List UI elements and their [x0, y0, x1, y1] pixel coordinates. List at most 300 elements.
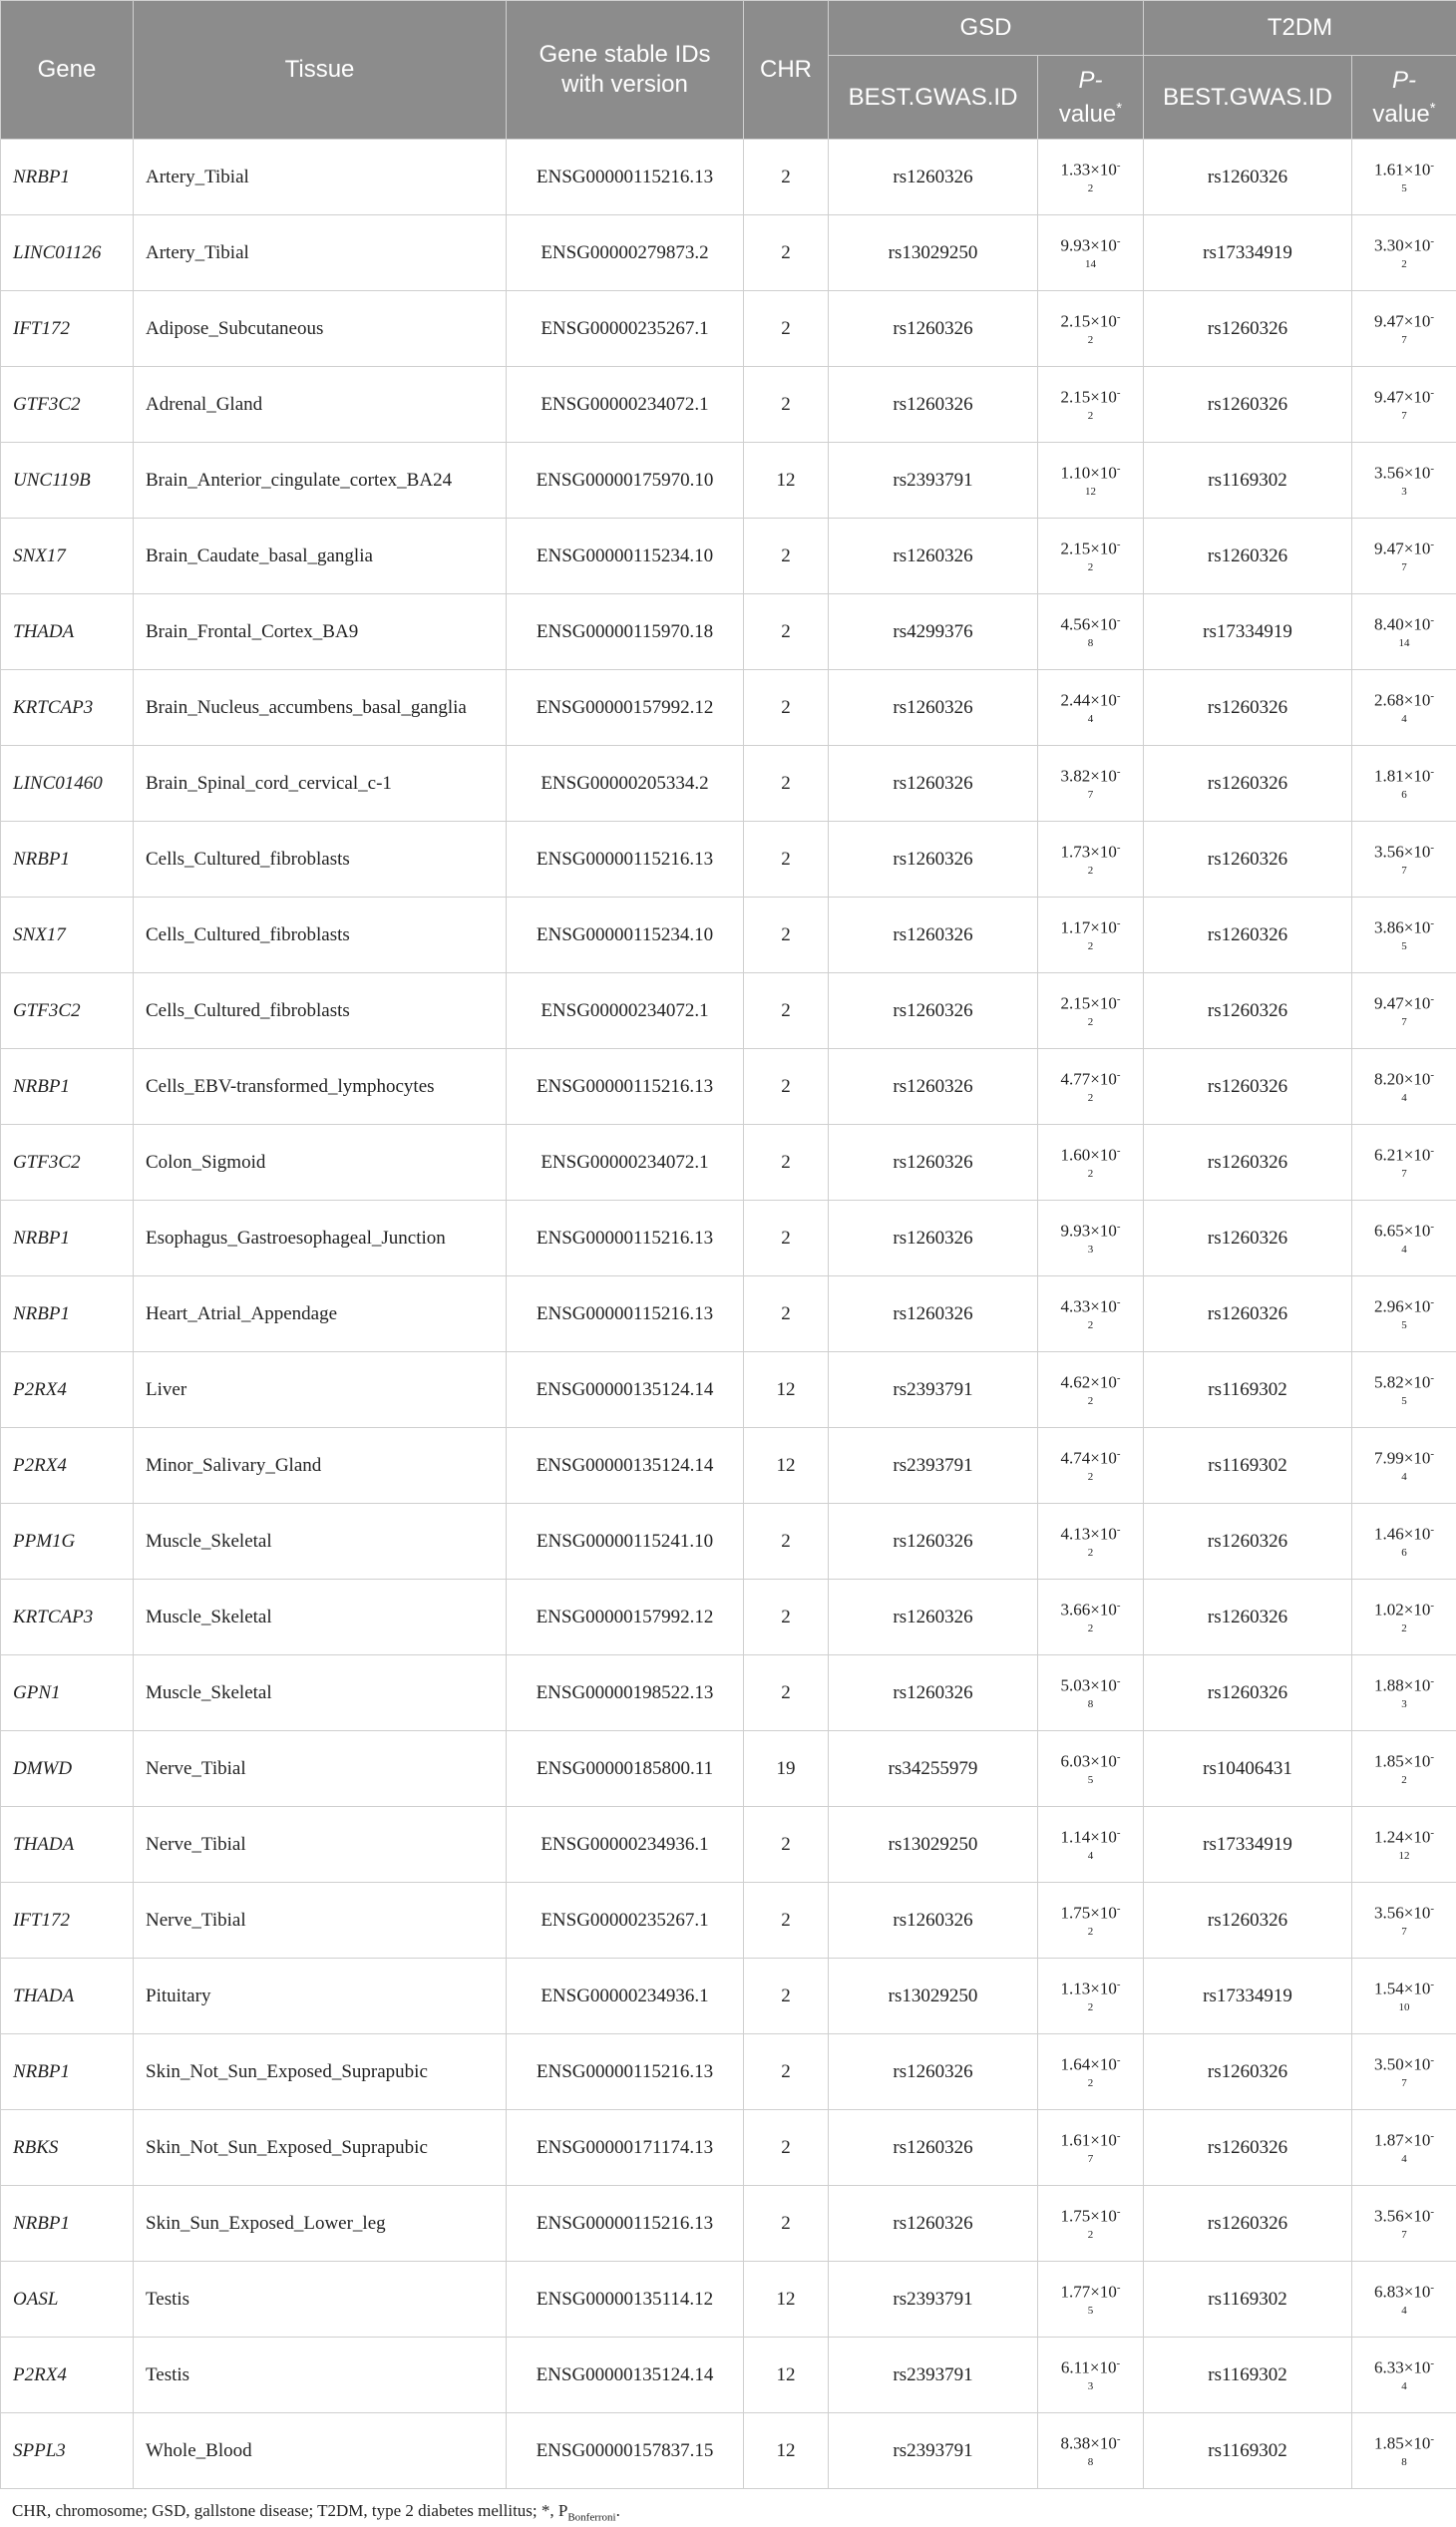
t2dm-p-value-cell	[1352, 1428, 1456, 1504]
p-mantissa: 9.47×10	[1374, 311, 1431, 331]
gsd-p-value-cell	[1038, 1276, 1144, 1352]
p-mantissa: 2.44×10	[1060, 690, 1117, 710]
t2dm-p-value-cell	[1352, 1504, 1456, 1580]
gsd-gwas-id-cell: rs2393791	[829, 1428, 1038, 1504]
gene-id-cell: ENSG00000235267.1	[507, 291, 744, 367]
p-exponent: 8	[1087, 636, 1094, 649]
table-row	[1, 2034, 1456, 2110]
p-exponent: 6	[1401, 788, 1407, 801]
gsd-p-value-cell	[1038, 2186, 1144, 2262]
p-exponent: 4	[1087, 1849, 1094, 1862]
chr-cell: 2	[744, 746, 829, 822]
p-mantissa: 3.86×10	[1374, 917, 1431, 937]
p-exponent: 14	[1398, 636, 1410, 649]
footnote-end: .	[615, 2501, 620, 2520]
gsd-p-value-cell	[1038, 973, 1144, 1049]
table-row	[1, 1504, 1456, 1580]
p-mantissa: 5.03×10	[1060, 1675, 1117, 1695]
p-exponent: 7	[1401, 333, 1407, 346]
p-exponent: 2	[1087, 1394, 1094, 1407]
tissue-cell: Skin_Not_Sun_Exposed_Suprapubic	[134, 2034, 507, 2110]
t2dm-gwas-id-cell: rs17334919	[1144, 594, 1352, 670]
p-exponent: 5	[1401, 1394, 1407, 1407]
t2dm-gwas-id-cell: rs1169302	[1144, 2262, 1352, 2338]
chr-cell: 2	[744, 973, 829, 1049]
tissue-cell: Skin_Not_Sun_Exposed_Suprapubic	[134, 2110, 507, 2186]
p-mantissa: 2.15×10	[1060, 539, 1117, 558]
gsd-p-value-cell	[1038, 1201, 1144, 1276]
p-mantissa: 1.02×10	[1374, 1600, 1431, 1620]
gene-cell: NRBP1	[1, 1276, 134, 1352]
table-row	[1, 594, 1456, 670]
t2dm-p-value-cell	[1352, 2262, 1456, 2338]
chr-cell: 12	[744, 2338, 829, 2413]
header-chr: CHR	[744, 1, 829, 140]
gsd-gwas-id-cell: rs1260326	[829, 670, 1038, 746]
tissue-cell: Brain_Nucleus_accumbens_basal_ganglia	[134, 670, 507, 746]
p-mantissa: 6.03×10	[1060, 1751, 1117, 1771]
t2dm-gwas-id-cell: rs1260326	[1144, 367, 1352, 443]
t2dm-p-value-cell	[1352, 1352, 1456, 1428]
p-exponent-minus: -	[1116, 2433, 1121, 2446]
gene-cell: SNX17	[1, 519, 134, 594]
p-exponent-minus: -	[1116, 993, 1121, 1006]
p-exponent: 4	[1401, 1243, 1407, 1256]
chr-cell: 2	[744, 1807, 829, 1883]
p-mantissa: 8.20×10	[1374, 1069, 1431, 1089]
gene-id-cell: ENSG00000135114.12	[507, 2262, 744, 2338]
tissue-cell: Heart_Atrial_Appendage	[134, 1276, 507, 1352]
tissue-cell: Nerve_Tibial	[134, 1883, 507, 1959]
gsd-p-value-cell	[1038, 898, 1144, 973]
table-row	[1, 1352, 1456, 1428]
table-body	[1, 140, 1456, 2489]
p-exponent: 4	[1401, 712, 1407, 725]
p-exponent: 2	[1087, 2076, 1094, 2089]
p-exponent-minus: -	[1116, 1221, 1121, 1234]
gsd-p-value-cell	[1038, 2262, 1144, 2338]
t2dm-p-value-cell	[1352, 973, 1456, 1049]
p-exponent: 7	[1087, 2152, 1094, 2165]
p-mantissa: 1.87×10	[1374, 2130, 1431, 2150]
chr-cell: 2	[744, 1125, 829, 1201]
gene-cell: GPN1	[1, 1655, 134, 1731]
table-row	[1, 1580, 1456, 1655]
header-gsd-best-gwas-id: BEST.GWAS.ID	[829, 56, 1038, 140]
p-exponent: 2	[1087, 1470, 1094, 1483]
chr-cell: 2	[744, 898, 829, 973]
header-gene-ids-line2: with version	[561, 71, 688, 98]
chr-cell: 12	[744, 2413, 829, 2489]
footnote-subscript: Bonferroni	[567, 2511, 616, 2524]
table-row	[1, 291, 1456, 367]
gene-cell: SNX17	[1, 898, 134, 973]
header-gene-ids	[507, 1, 744, 140]
p-exponent: 14	[1085, 257, 1096, 270]
p-mantissa: 4.56×10	[1060, 614, 1117, 634]
table-row	[1, 1428, 1456, 1504]
chr-cell: 2	[744, 519, 829, 594]
t2dm-gwas-id-cell: rs1169302	[1144, 2413, 1352, 2489]
chr-cell: 12	[744, 1352, 829, 1428]
gsd-p-value-cell	[1038, 670, 1144, 746]
gsd-p-value-cell	[1038, 215, 1144, 291]
p-exponent-minus: -	[1430, 160, 1435, 173]
gsd-p-value-cell	[1038, 1580, 1144, 1655]
t2dm-gwas-id-cell: rs1260326	[1144, 1276, 1352, 1352]
table-row	[1, 443, 1456, 519]
p-mantissa: 1.61×10	[1060, 2130, 1117, 2150]
p-mantissa: 8.38×10	[1060, 2433, 1117, 2453]
gene-id-cell: ENSG00000279873.2	[507, 215, 744, 291]
p-exponent-minus: -	[1116, 2054, 1121, 2067]
gsd-p-value-cell	[1038, 2034, 1144, 2110]
table-row	[1, 1807, 1456, 1883]
p-exponent: 3	[1087, 2379, 1094, 2392]
p-exponent: 2	[1087, 409, 1094, 422]
p-mantissa: 9.93×10	[1060, 1221, 1117, 1241]
p-exponent-minus: -	[1430, 2357, 1435, 2370]
p-exponent-minus: -	[1430, 690, 1435, 703]
tissue-cell: Pituitary	[134, 1959, 507, 2034]
p-exponent-minus: -	[1116, 1751, 1121, 1764]
gene-id-cell: ENSG00000115970.18	[507, 594, 744, 670]
tissue-cell: Muscle_Skeletal	[134, 1580, 507, 1655]
t2dm-p-value-cell	[1352, 594, 1456, 670]
gsd-gwas-id-cell: rs4299376	[829, 594, 1038, 670]
table-row	[1, 746, 1456, 822]
gsd-gwas-id-cell: rs13029250	[829, 1807, 1038, 1883]
gene-cell: NRBP1	[1, 140, 134, 215]
p-exponent-minus: -	[1116, 235, 1121, 248]
gene-id-cell: ENSG00000115234.10	[507, 898, 744, 973]
gene-cell: UNC119B	[1, 443, 134, 519]
t2dm-p-value-cell	[1352, 1049, 1456, 1125]
p-exponent: 2	[1087, 1622, 1094, 1634]
tissue-cell: Liver	[134, 1352, 507, 1428]
tissue-cell: Whole_Blood	[134, 2413, 507, 2489]
t2dm-p-value-cell	[1352, 1201, 1456, 1276]
gene-id-cell: ENSG00000115234.10	[507, 519, 744, 594]
gene-cell: P2RX4	[1, 2338, 134, 2413]
table-row	[1, 670, 1456, 746]
gene-cell: P2RX4	[1, 1428, 134, 1504]
table-row	[1, 1049, 1456, 1125]
header-t2dm: T2DM	[1144, 1, 1456, 56]
table-row	[1, 140, 1456, 215]
table-row	[1, 519, 1456, 594]
gsd-gwas-id-cell: rs1260326	[829, 1049, 1038, 1125]
tissue-cell: Brain_Caudate_basal_ganglia	[134, 519, 507, 594]
gene-id-cell: ENSG00000115216.13	[507, 2034, 744, 2110]
table-row	[1, 2262, 1456, 2338]
gene-cell: P2RX4	[1, 1352, 134, 1428]
gene-id-cell: ENSG00000185800.11	[507, 1731, 744, 1807]
gene-id-cell: ENSG00000205334.2	[507, 746, 744, 822]
p-mantissa: 6.11×10	[1060, 2357, 1117, 2377]
tissue-cell: Testis	[134, 2338, 507, 2413]
p-italic: P-	[1392, 66, 1417, 94]
p-exponent-minus: -	[1116, 1979, 1121, 1991]
gsd-p-value-cell	[1038, 1049, 1144, 1125]
t2dm-gwas-id-cell: rs1260326	[1144, 519, 1352, 594]
gsd-p-value-cell	[1038, 291, 1144, 367]
t2dm-p-value-cell	[1352, 2110, 1456, 2186]
t2dm-gwas-id-cell: rs1260326	[1144, 746, 1352, 822]
p-exponent: 2	[1087, 560, 1094, 573]
gene-id-cell: ENSG00000234072.1	[507, 1125, 744, 1201]
p-mantissa: 3.66×10	[1060, 1600, 1117, 1620]
t2dm-p-value-cell	[1352, 1655, 1456, 1731]
p-exponent: 6	[1401, 1546, 1407, 1559]
p-exponent-minus: -	[1116, 1069, 1121, 1082]
p-exponent-minus: -	[1116, 2357, 1121, 2370]
header-tissue: Tissue	[134, 1, 507, 140]
gsd-gwas-id-cell: rs2393791	[829, 2262, 1038, 2338]
p-exponent-minus: -	[1430, 1675, 1435, 1688]
t2dm-p-value-cell	[1352, 367, 1456, 443]
gsd-gwas-id-cell: rs1260326	[829, 973, 1038, 1049]
chr-cell: 12	[744, 443, 829, 519]
p-mantissa: 1.46×10	[1374, 1524, 1431, 1544]
p-exponent-minus: -	[1116, 917, 1121, 930]
tissue-cell: Adipose_Subcutaneous	[134, 291, 507, 367]
p-mantissa: 1.13×10	[1060, 1979, 1117, 1998]
tissue-cell: Cells_Cultured_fibroblasts	[134, 898, 507, 973]
gene-id-cell: ENSG00000135124.14	[507, 1352, 744, 1428]
p-mantissa: 4.13×10	[1060, 1524, 1117, 1544]
p-mantissa: 1.17×10	[1060, 917, 1117, 937]
p-mantissa: 4.74×10	[1060, 1448, 1117, 1468]
p-mantissa: 2.15×10	[1060, 387, 1117, 407]
p-mantissa: 1.64×10	[1060, 2054, 1117, 2074]
p-mantissa: 7.99×10	[1374, 1448, 1431, 1468]
t2dm-gwas-id-cell: rs1260326	[1144, 973, 1352, 1049]
p-exponent-minus: -	[1116, 842, 1121, 855]
p-mantissa: 1.60×10	[1060, 1145, 1117, 1165]
p-mantissa: 3.30×10	[1374, 235, 1431, 255]
p-exponent-minus: -	[1430, 463, 1435, 476]
p-exponent: 7	[1401, 2228, 1407, 2241]
chr-cell: 2	[744, 2034, 829, 2110]
tissue-cell: Brain_Anterior_cingulate_cortex_BA24	[134, 443, 507, 519]
tissue-cell: Testis	[134, 2262, 507, 2338]
table-row	[1, 898, 1456, 973]
p-exponent-minus: -	[1116, 766, 1121, 779]
t2dm-p-value-cell	[1352, 1580, 1456, 1655]
p-exponent: 5	[1401, 939, 1407, 952]
table-row	[1, 2413, 1456, 2489]
p-exponent: 2	[1087, 2000, 1094, 2013]
p-exponent: 7	[1401, 2076, 1407, 2089]
p-exponent: 2	[1087, 864, 1094, 877]
p-exponent-minus: -	[1116, 1372, 1121, 1385]
p-mantissa: 3.56×10	[1374, 463, 1431, 483]
table-row	[1, 822, 1456, 898]
p-exponent: 2	[1401, 257, 1407, 270]
t2dm-gwas-id-cell: rs1260326	[1144, 1504, 1352, 1580]
table-row	[1, 2186, 1456, 2262]
p-mantissa: 6.33×10	[1374, 2357, 1431, 2377]
p-mantissa: 3.56×10	[1374, 842, 1431, 862]
header-t2dm-p-value	[1352, 56, 1456, 140]
p-value-star: *	[1116, 99, 1123, 117]
p-exponent: 7	[1401, 560, 1407, 573]
t2dm-p-value-cell	[1352, 1883, 1456, 1959]
table-row	[1, 1883, 1456, 1959]
p-mantissa: 4.62×10	[1060, 1372, 1117, 1392]
p-exponent-minus: -	[1430, 1827, 1435, 1840]
p-exponent: 2	[1087, 181, 1094, 194]
gene-cell: GTF3C2	[1, 367, 134, 443]
p-exponent: 4	[1401, 1091, 1407, 1104]
p-exponent-minus: -	[1116, 1903, 1121, 1916]
gene-cell: THADA	[1, 1807, 134, 1883]
p-italic: P-	[1078, 66, 1103, 94]
tissue-cell: Minor_Salivary_Gland	[134, 1428, 507, 1504]
p-exponent-minus: -	[1116, 1827, 1121, 1840]
p-exponent: 3	[1087, 1243, 1094, 1256]
p-exponent-minus: -	[1430, 766, 1435, 779]
p-exponent: 7	[1087, 788, 1094, 801]
p-mantissa: 5.82×10	[1374, 1372, 1431, 1392]
gene-cell: KRTCAP3	[1, 670, 134, 746]
p-exponent-minus: -	[1430, 1221, 1435, 1234]
gene-cell: THADA	[1, 594, 134, 670]
chr-cell: 2	[744, 1049, 829, 1125]
p-exponent-minus: -	[1116, 2282, 1121, 2295]
gene-cell: SPPL3	[1, 2413, 134, 2489]
gsd-gwas-id-cell: rs1260326	[829, 1504, 1038, 1580]
chr-cell: 2	[744, 1655, 829, 1731]
p-exponent-minus: -	[1430, 1145, 1435, 1158]
p-exponent-minus: -	[1116, 690, 1121, 703]
gene-cell: NRBP1	[1, 1049, 134, 1125]
t2dm-gwas-id-cell: rs1260326	[1144, 1580, 1352, 1655]
table-row	[1, 973, 1456, 1049]
gsd-p-value-cell	[1038, 1125, 1144, 1201]
p-mantissa: 2.96×10	[1374, 1296, 1431, 1316]
p-exponent: 2	[1087, 1015, 1094, 1028]
chr-cell: 2	[744, 1883, 829, 1959]
header-gene-ids-line1: Gene stable IDs	[539, 41, 711, 68]
gene-id-cell: ENSG00000157837.15	[507, 2413, 744, 2489]
gsd-gwas-id-cell: rs13029250	[829, 215, 1038, 291]
p-exponent: 5	[1401, 181, 1407, 194]
table-row	[1, 215, 1456, 291]
p-exponent-minus: -	[1430, 2433, 1435, 2446]
chr-cell: 12	[744, 2262, 829, 2338]
gene-cell: NRBP1	[1, 1201, 134, 1276]
p-exponent-minus: -	[1116, 463, 1121, 476]
t2dm-gwas-id-cell: rs1260326	[1144, 1125, 1352, 1201]
gsd-p-value-cell	[1038, 746, 1144, 822]
p-mantissa: 3.82×10	[1060, 766, 1117, 786]
p-exponent: 3	[1401, 485, 1407, 498]
t2dm-gwas-id-cell: rs1260326	[1144, 2110, 1352, 2186]
gsd-p-value-cell	[1038, 140, 1144, 215]
gene-cell: THADA	[1, 1959, 134, 2034]
p-exponent-minus: -	[1116, 1524, 1121, 1537]
gene-id-cell: ENSG00000235267.1	[507, 1883, 744, 1959]
p-mantissa: 1.33×10	[1060, 160, 1117, 180]
tissue-cell: Muscle_Skeletal	[134, 1504, 507, 1580]
t2dm-gwas-id-cell: rs1260326	[1144, 1049, 1352, 1125]
table-row	[1, 2338, 1456, 2413]
gsd-p-value-cell	[1038, 2338, 1144, 2413]
p-mantissa: 1.61×10	[1374, 160, 1431, 180]
p-value-word: value	[1058, 100, 1117, 128]
gsd-p-value-cell	[1038, 443, 1144, 519]
chr-cell: 2	[744, 822, 829, 898]
tissue-cell: Colon_Sigmoid	[134, 1125, 507, 1201]
gsd-p-value-cell	[1038, 2110, 1144, 2186]
gsd-gwas-id-cell: rs1260326	[829, 898, 1038, 973]
p-exponent-minus: -	[1430, 1979, 1435, 1991]
p-exponent: 7	[1401, 1015, 1407, 1028]
table-row	[1, 1731, 1456, 1807]
gene-id-cell: ENSG00000234072.1	[507, 973, 744, 1049]
p-exponent-minus: -	[1430, 1448, 1435, 1461]
gene-id-cell: ENSG00000171174.13	[507, 2110, 744, 2186]
table-row	[1, 1959, 1456, 2034]
table-row	[1, 367, 1456, 443]
gene-cell: DMWD	[1, 1731, 134, 1807]
t2dm-p-value-cell	[1352, 898, 1456, 973]
p-mantissa: 6.65×10	[1374, 1221, 1431, 1241]
p-mantissa: 9.47×10	[1374, 993, 1431, 1013]
gsd-gwas-id-cell: rs1260326	[829, 140, 1038, 215]
p-exponent: 10	[1398, 2000, 1410, 2013]
p-exponent-minus: -	[1116, 614, 1121, 627]
t2dm-p-value-cell	[1352, 746, 1456, 822]
p-exponent-minus: -	[1430, 387, 1435, 400]
gsd-gwas-id-cell: rs1260326	[829, 746, 1038, 822]
p-value-star: *	[1429, 99, 1436, 117]
p-mantissa: 1.85×10	[1374, 2433, 1431, 2453]
p-exponent: 3	[1401, 1697, 1407, 1710]
table-row	[1, 2110, 1456, 2186]
p-exponent-minus: -	[1430, 2206, 1435, 2219]
gsd-gwas-id-cell: rs1260326	[829, 1883, 1038, 1959]
gene-id-cell: ENSG00000115241.10	[507, 1504, 744, 1580]
p-mantissa: 1.73×10	[1060, 842, 1117, 862]
t2dm-p-value-cell	[1352, 1807, 1456, 1883]
chr-cell: 2	[744, 2110, 829, 2186]
p-mantissa: 1.75×10	[1060, 1903, 1117, 1923]
gene-id-cell: ENSG00000234072.1	[507, 367, 744, 443]
gsd-p-value-cell	[1038, 1428, 1144, 1504]
p-exponent: 7	[1401, 409, 1407, 422]
tissue-cell: Muscle_Skeletal	[134, 1655, 507, 1731]
p-exponent-minus: -	[1116, 1448, 1121, 1461]
p-exponent-minus: -	[1430, 311, 1435, 324]
gsd-p-value-cell	[1038, 1883, 1144, 1959]
p-mantissa: 1.10×10	[1060, 463, 1117, 483]
chr-cell: 12	[744, 1428, 829, 1504]
t2dm-gwas-id-cell: rs17334919	[1144, 215, 1352, 291]
t2dm-gwas-id-cell: rs1169302	[1144, 2338, 1352, 2413]
gsd-gwas-id-cell: rs2393791	[829, 443, 1038, 519]
gsd-p-value-cell	[1038, 2413, 1144, 2489]
gsd-gwas-id-cell: rs1260326	[829, 2110, 1038, 2186]
p-mantissa: 4.77×10	[1060, 1069, 1117, 1089]
gene-cell: RBKS	[1, 2110, 134, 2186]
gene-id-cell: ENSG00000115216.13	[507, 1276, 744, 1352]
gene-cell: NRBP1	[1, 822, 134, 898]
p-exponent: 2	[1401, 1773, 1407, 1786]
p-value-word: value	[1372, 100, 1430, 128]
